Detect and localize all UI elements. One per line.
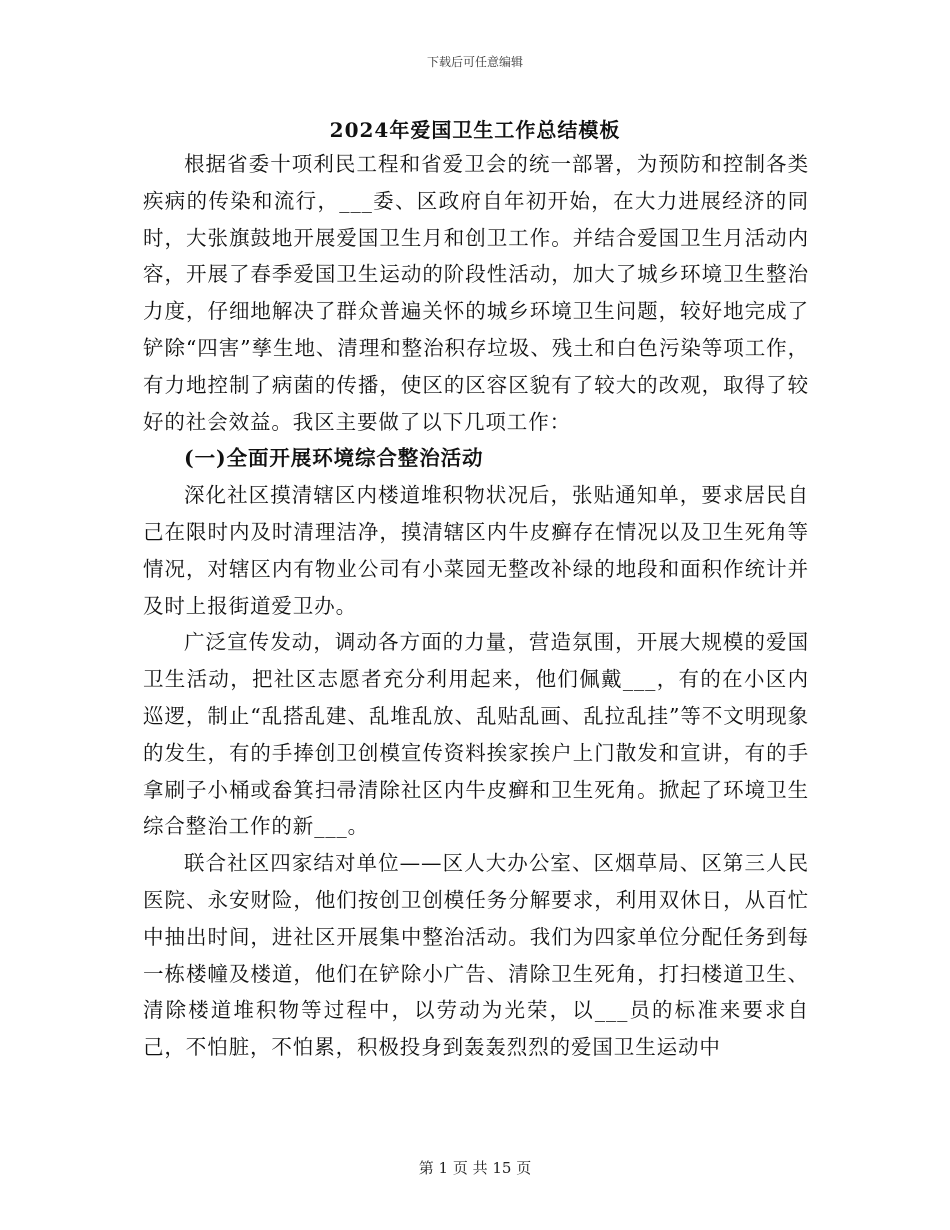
intro-paragraph: 根据省委十项利民工程和省爱卫会的统一部署，为预防和控制各类疾病的传染和流行，___委、区政府自年初开始，在大力进展经济的同时，大张旗鼓地开展爱国卫生月和创卫工作。并结合爱国卫生月活动内容，开展了春季爱国卫生运动的阶段性活动，加大了城乡环境卫生整治力度，仔细地解决了群众普遍关怀的城乡环境卫生问题，较好地完成了铲除“四害”孳生地、清理和整治积存垃圾、残土和白色污染等项工作，有力地控制了病菌的传播，使区的区容区貌有了较大的改观，取得了较好的社会效益。我区主要做了以下几项工作： — [143, 152, 809, 434]
document-body — [143, 146, 809, 1066]
body-paragraph-2: 广泛宣传发动，调动各方面的力量，营造氛围，开展大规模的爱国卫生活动，把社区志愿者充分利用起来，他们佩戴___，有的在小区内巡逻，制止“乱搭乱建、乱堆乱放、乱贴乱画、乱拉乱挂”等不文明现象的发生，有的手捧创卫创模宣传资料挨家挨户上门散发和宣讲，有的手拿刷子小桶或畚箕扫帚清除社区内牛皮癣和卫生死角。掀起了环境卫生综合整治工作的新___。 — [143, 630, 809, 839]
body-paragraph-1: 深化社区摸清辖区内楼道堆积物状况后，张贴通知单，要求居民自己在限时内及时清理洁净，摸清辖区内牛皮癣存在情况以及卫生死角等情况，对辖区内有物业公司有小菜园无整改补绿的地段和面积作统计并及时上报街道爱卫办。 — [143, 483, 809, 618]
body-paragraph-3: 联合社区四家结对单位——区人大办公室、区烟草局、区第三人民医院、永安财险，他们按创卫创模任务分解要求，利用双休日，从百忙中抽出时间，进社区开展集中整治活动。我们为四家单位分配任务到每一栋楼幢及楼道，他们在铲除小广告、清除卫生死角，打扫楼道卫生、清除楼道堆积物等过程中，以劳动为光荣，以___员的标准来要求自己，不怕脏，不怕累，积极投身到轰轰烈烈的爱国卫生运动中 — [143, 851, 809, 1060]
section-heading: (一)全面开展环境综合整治活动 — [184, 446, 484, 471]
page-header-note: 下载后可任意编辑 — [426, 55, 523, 69]
page-number-footer: 第 1 页 共 15 页 — [418, 1159, 532, 1177]
document-title: 2024年爱国卫生工作总结模板 — [329, 118, 621, 142]
